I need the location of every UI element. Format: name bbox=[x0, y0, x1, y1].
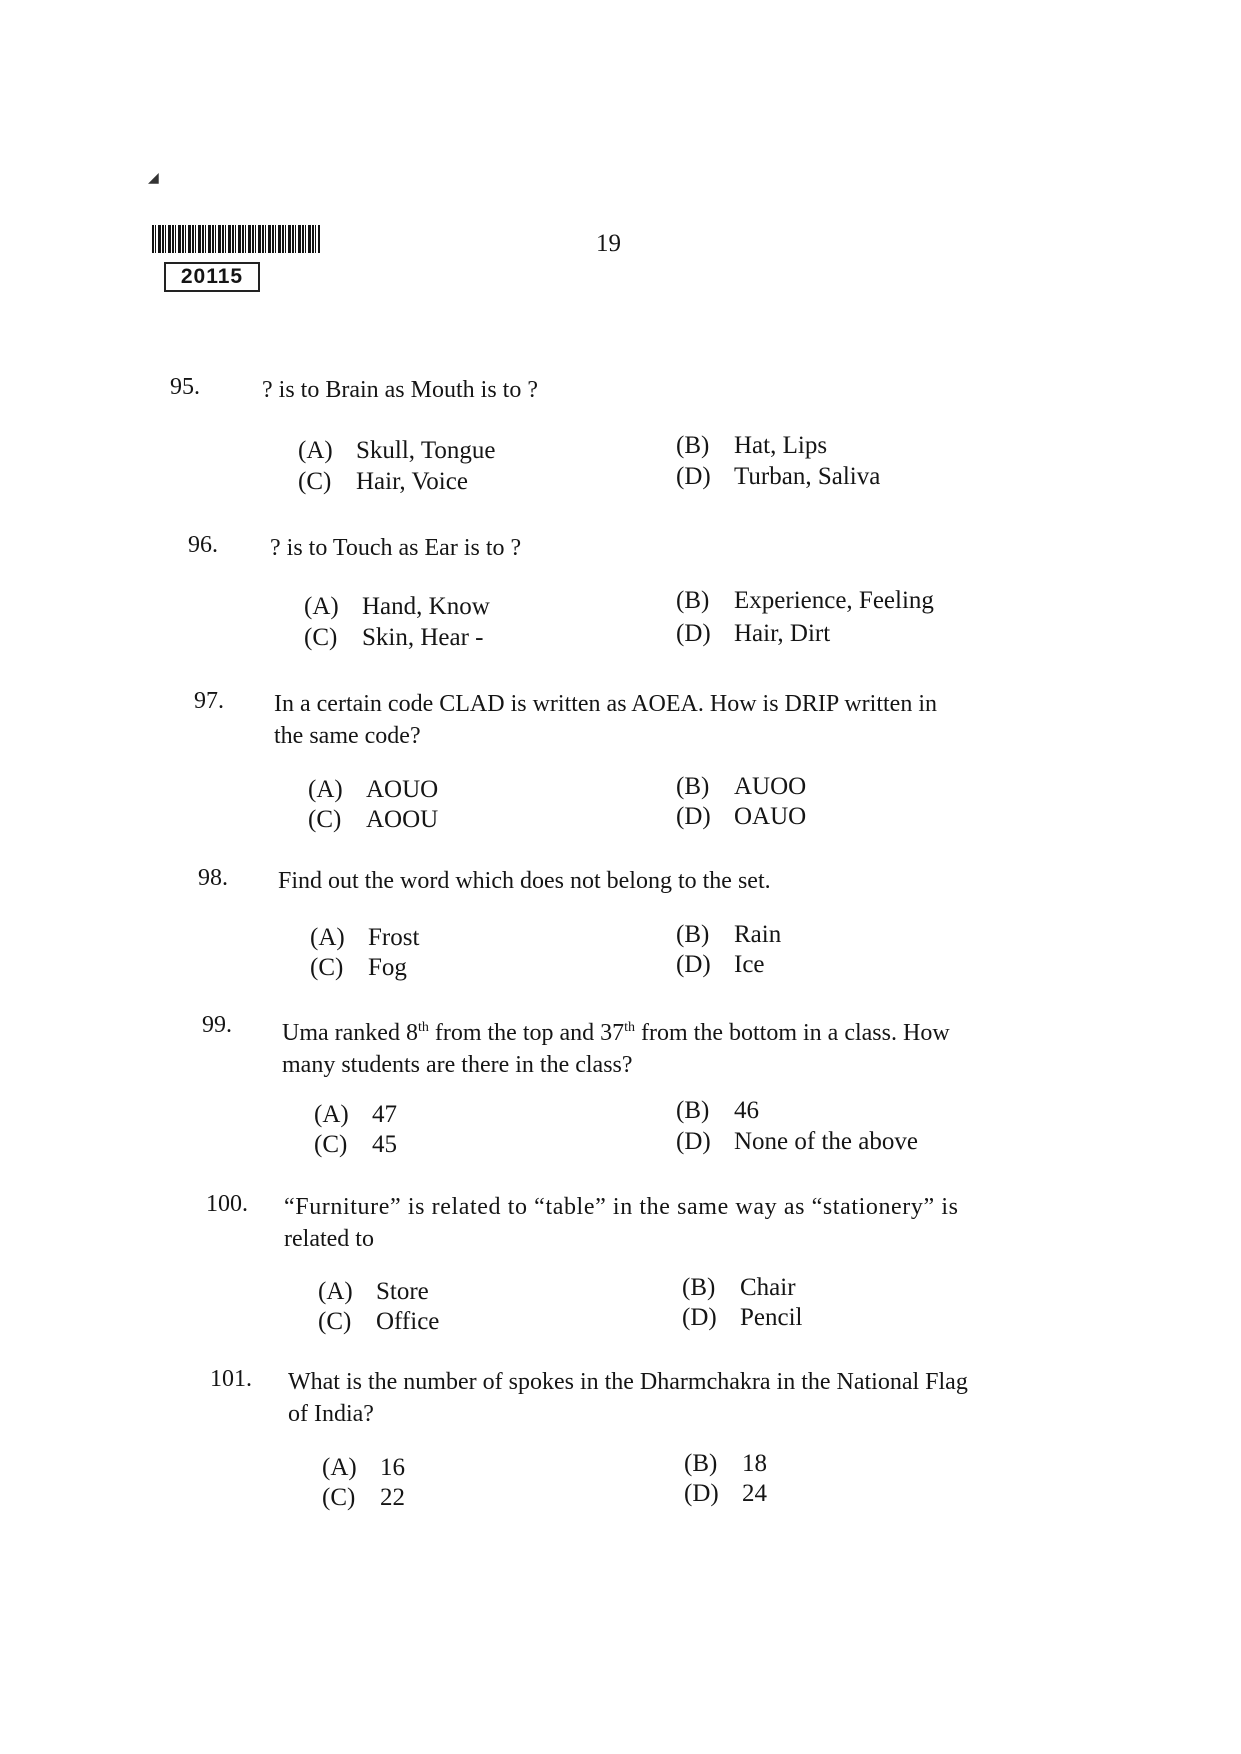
option-label: (D) bbox=[682, 1304, 717, 1331]
option-a[interactable] bbox=[322, 1454, 405, 1482]
option-a[interactable] bbox=[308, 776, 438, 804]
question-text bbox=[274, 688, 1044, 752]
question-number: 100. bbox=[206, 1191, 248, 1217]
option-text: 22 bbox=[380, 1484, 405, 1511]
question-text: ? is to Brain as Mouth is to ? bbox=[262, 377, 538, 403]
option-b[interactable] bbox=[682, 1274, 796, 1302]
option-d[interactable] bbox=[676, 803, 806, 831]
option-text: Skin, Hear - bbox=[362, 624, 484, 651]
option-b[interactable] bbox=[676, 1097, 759, 1125]
option-c[interactable] bbox=[318, 1308, 439, 1336]
option-text: Experience, Feeling bbox=[734, 587, 934, 614]
option-d[interactable] bbox=[676, 1128, 918, 1156]
option-label: (C) bbox=[318, 1308, 352, 1335]
question-number: 99. bbox=[202, 1012, 232, 1038]
option-d[interactable] bbox=[676, 951, 765, 979]
question-line-1: What is the number of spokes in the Dharmchakra in the National Flag bbox=[288, 1369, 968, 1395]
option-text: OAUO bbox=[734, 803, 807, 830]
option-c[interactable] bbox=[310, 954, 407, 982]
option-label: (D) bbox=[676, 620, 711, 647]
option-label: (A) bbox=[308, 776, 343, 803]
paper-code: 20115 bbox=[164, 262, 260, 292]
option-text: Hand, Know bbox=[362, 593, 490, 620]
question-line-2: the same code? bbox=[274, 723, 421, 749]
option-text: Hair, Dirt bbox=[734, 620, 831, 647]
option-label: (C) bbox=[310, 954, 344, 981]
option-label: (D) bbox=[676, 1128, 711, 1155]
option-label: (A) bbox=[298, 437, 333, 464]
option-text: Store bbox=[376, 1278, 429, 1305]
question-line-2: many students are there in the class? bbox=[282, 1052, 633, 1078]
question-number: 97. bbox=[194, 688, 224, 714]
question-text bbox=[284, 1191, 1054, 1255]
question-text: Find out the word which does not belong to the set. bbox=[278, 868, 771, 894]
option-d[interactable] bbox=[684, 1480, 767, 1508]
question-line-1: In a certain code CLAD is written as AOEA. How is DRIP written in bbox=[274, 691, 937, 717]
option-text: Rain bbox=[734, 921, 782, 948]
question-text bbox=[288, 1366, 1058, 1430]
option-c[interactable] bbox=[314, 1131, 397, 1159]
option-text: 47 bbox=[372, 1101, 397, 1128]
option-text: 46 bbox=[734, 1097, 759, 1124]
option-label: (D) bbox=[676, 951, 711, 978]
option-label: (A) bbox=[310, 924, 345, 951]
question-number: 98. bbox=[198, 865, 228, 891]
option-text: Ice bbox=[734, 951, 765, 978]
option-label: (D) bbox=[676, 803, 711, 830]
option-text: Pencil bbox=[740, 1304, 803, 1331]
option-text: None of the above bbox=[734, 1128, 918, 1155]
option-d[interactable] bbox=[676, 620, 830, 648]
question-line-2: related to bbox=[284, 1226, 374, 1252]
option-label: (A) bbox=[314, 1101, 349, 1128]
superscript: th bbox=[417, 1020, 429, 1035]
option-text: Chair bbox=[740, 1274, 796, 1301]
option-d[interactable] bbox=[676, 463, 880, 491]
barcode bbox=[152, 225, 320, 253]
option-text: Fog bbox=[368, 954, 407, 981]
question-text-part: Uma ranked 8 bbox=[282, 1020, 418, 1046]
option-label: (C) bbox=[298, 468, 332, 495]
option-label: (D) bbox=[676, 463, 711, 490]
option-label: (C) bbox=[314, 1131, 348, 1158]
option-label: (A) bbox=[322, 1454, 357, 1481]
option-label: (B) bbox=[682, 1274, 716, 1301]
question-line-2: of India? bbox=[288, 1401, 374, 1427]
option-label: (C) bbox=[308, 806, 342, 833]
question-text: ? is to Touch as Ear is to ? bbox=[270, 535, 522, 561]
option-text: AUOO bbox=[734, 773, 807, 800]
option-a[interactable] bbox=[310, 924, 419, 952]
option-text: Office bbox=[376, 1308, 440, 1335]
option-d[interactable] bbox=[682, 1304, 803, 1332]
option-label: (C) bbox=[322, 1484, 356, 1511]
option-label: (B) bbox=[676, 587, 710, 614]
question-text bbox=[282, 1012, 1052, 1081]
question-text-part: from the top and 37 bbox=[428, 1020, 625, 1046]
option-label: (B) bbox=[676, 921, 710, 948]
option-label: (B) bbox=[676, 432, 710, 459]
option-c[interactable] bbox=[308, 806, 438, 834]
option-text: AOUO bbox=[366, 776, 439, 803]
option-a[interactable] bbox=[298, 437, 495, 465]
option-c[interactable] bbox=[304, 624, 484, 652]
option-a[interactable] bbox=[314, 1101, 397, 1129]
option-text: AOOU bbox=[366, 806, 439, 833]
option-a[interactable] bbox=[318, 1278, 429, 1306]
option-text: 45 bbox=[372, 1131, 397, 1158]
option-c[interactable] bbox=[298, 468, 468, 496]
option-label: (B) bbox=[684, 1450, 718, 1477]
option-b[interactable] bbox=[676, 587, 934, 615]
option-label: (A) bbox=[304, 593, 339, 620]
question-number: 101. bbox=[210, 1366, 252, 1392]
question-line-1: “Furniture” is related to “table” in the same way as “stationery” is bbox=[284, 1194, 959, 1220]
question-number: 96. bbox=[188, 532, 218, 558]
option-text: Skull, Tongue bbox=[356, 437, 496, 464]
option-text: Hat, Lips bbox=[734, 432, 828, 459]
superscript: th bbox=[624, 1020, 636, 1035]
option-c[interactable] bbox=[322, 1484, 405, 1512]
option-text: 24 bbox=[742, 1480, 767, 1507]
option-text: 18 bbox=[742, 1450, 767, 1477]
option-label: (D) bbox=[684, 1480, 719, 1507]
option-b[interactable] bbox=[676, 773, 806, 801]
pen-mark: ◢ bbox=[148, 171, 159, 186]
question-text-part: from the bottom in a class. How bbox=[635, 1020, 950, 1046]
option-label: (C) bbox=[304, 624, 338, 651]
option-text: Turban, Saliva bbox=[734, 463, 881, 490]
option-label: (A) bbox=[318, 1278, 353, 1305]
option-a[interactable] bbox=[304, 593, 490, 621]
option-b[interactable] bbox=[684, 1450, 767, 1478]
question-line-1 bbox=[282, 1020, 950, 1046]
option-b[interactable] bbox=[676, 432, 827, 460]
option-text: 16 bbox=[380, 1454, 405, 1481]
option-label: (B) bbox=[676, 773, 710, 800]
question-number: 95. bbox=[170, 374, 200, 400]
option-label: (B) bbox=[676, 1097, 710, 1124]
page-number: 19 bbox=[596, 230, 621, 257]
option-text: Frost bbox=[368, 924, 420, 951]
option-text: Hair, Voice bbox=[356, 468, 468, 495]
option-b[interactable] bbox=[676, 921, 781, 949]
